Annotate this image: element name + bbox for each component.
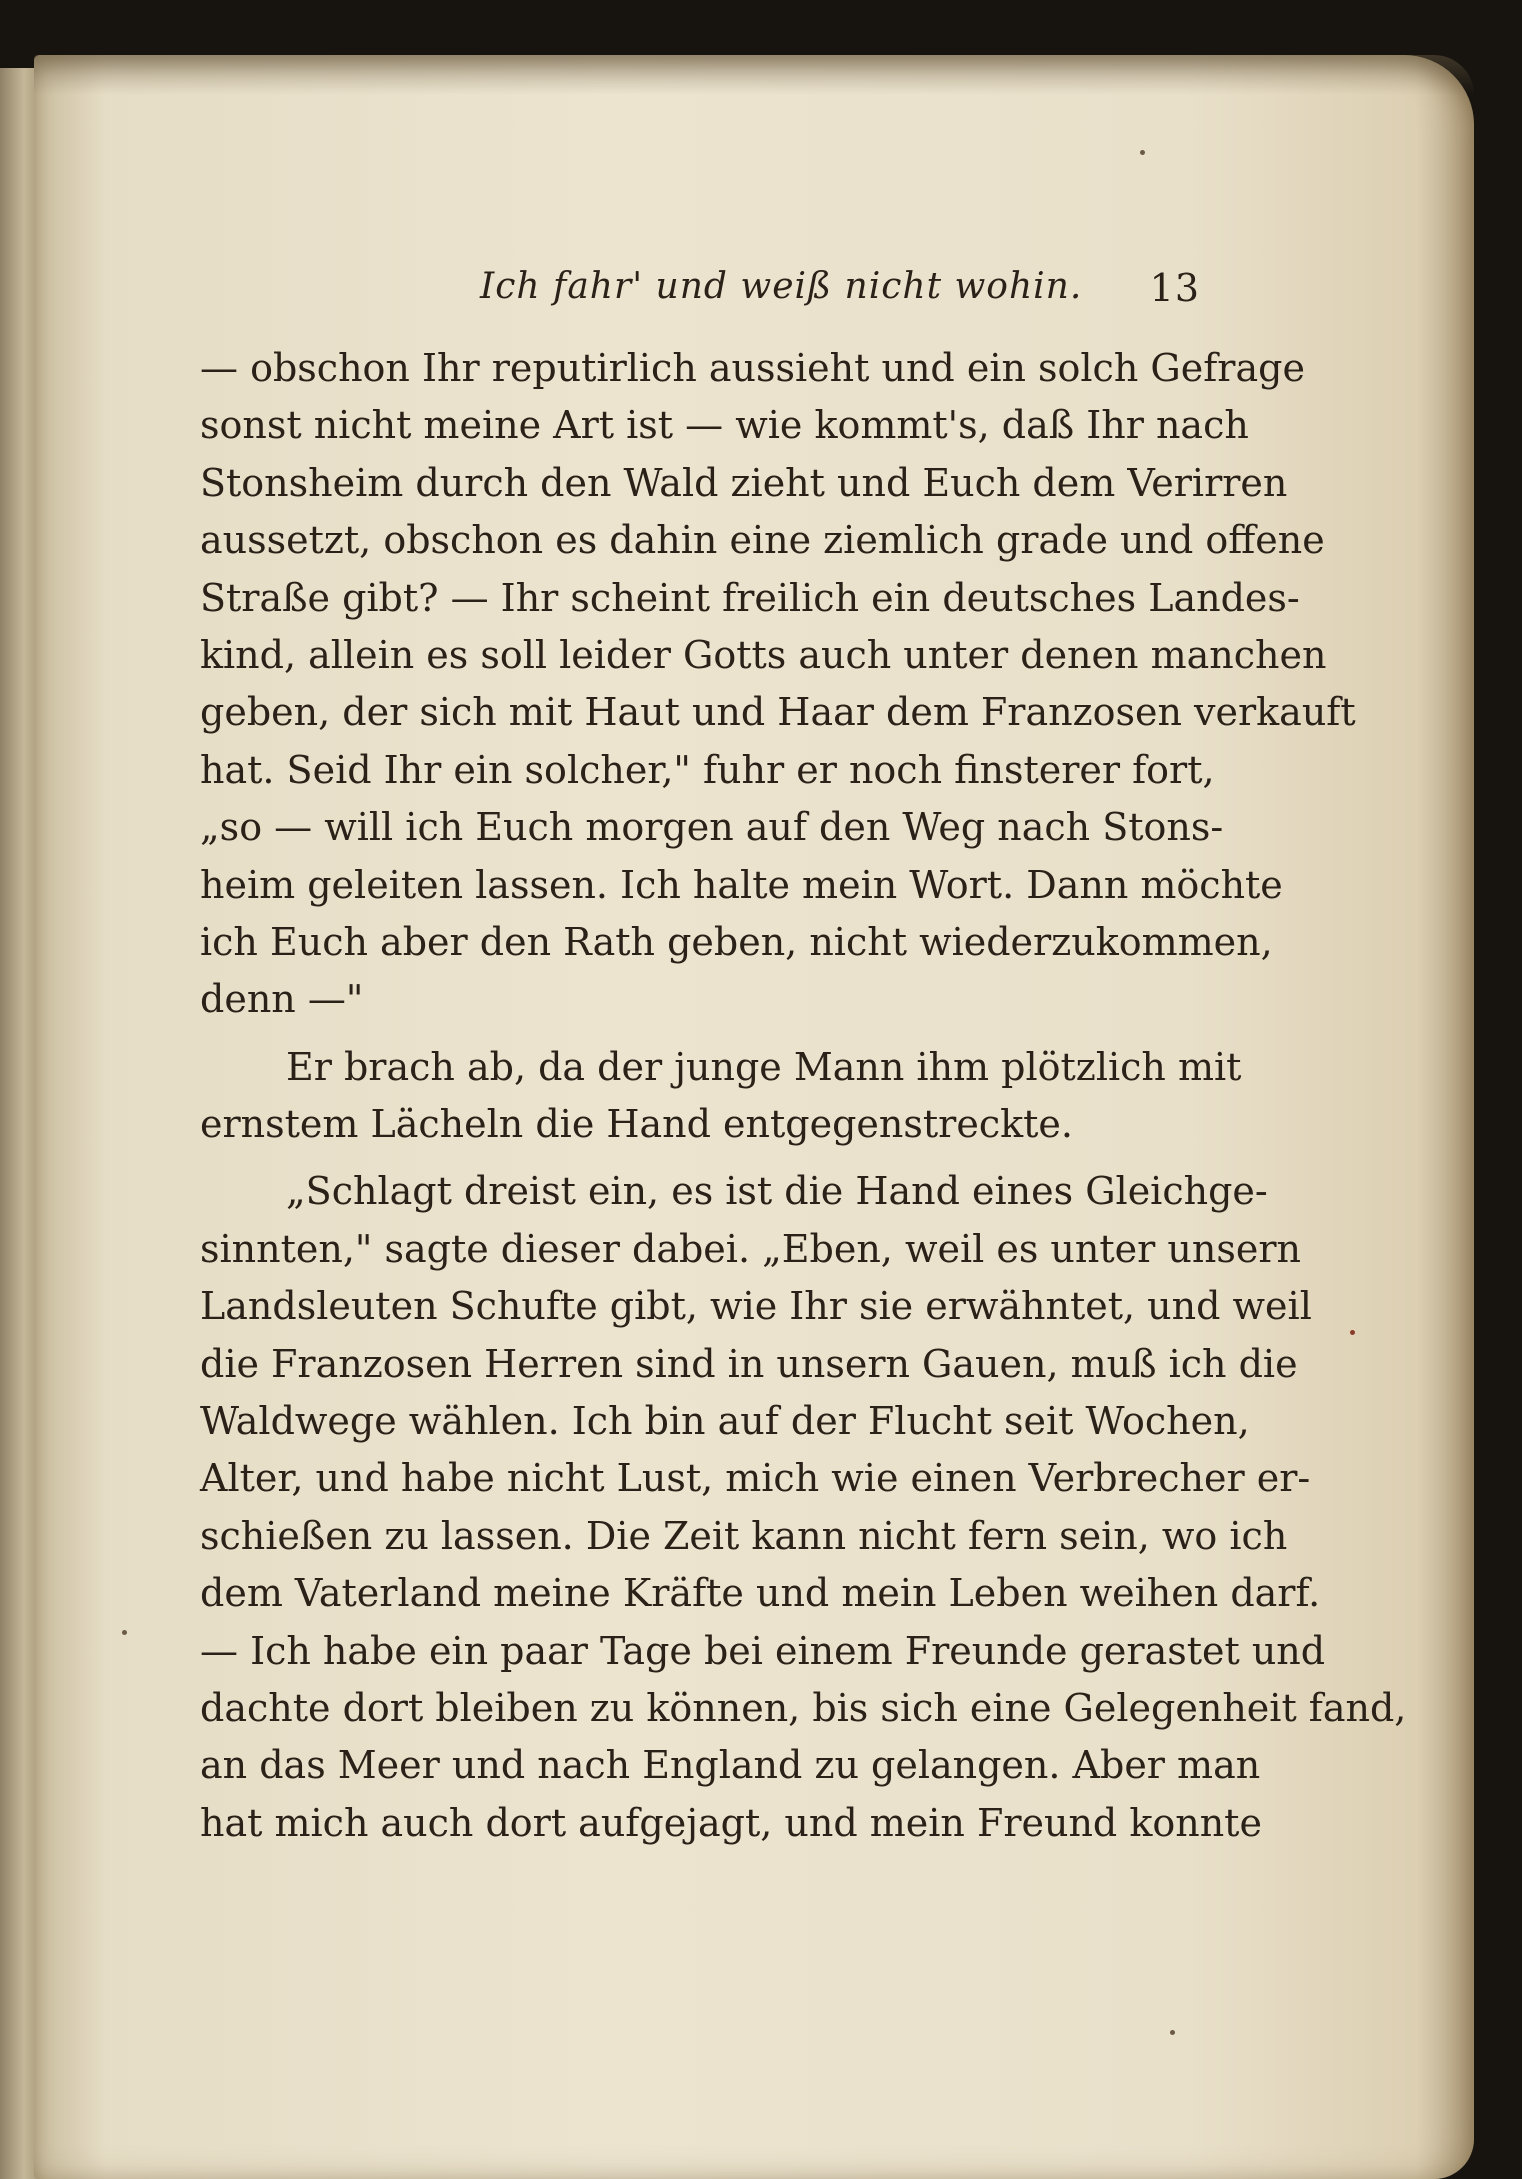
text-line: ernstem Lächeln die Hand entgegenstreckte. <box>200 1102 1073 1147</box>
text-line: an das Meer und nach England zu gelangen. Aber man <box>200 1743 1261 1788</box>
text-line: hat mich auch dort aufgejagt, und mein Freund konnte <box>200 1800 1262 1845</box>
text-line: heim geleiten lassen. Ich halte mein Wort. Dann möchte <box>200 862 1283 907</box>
page-number: 13 <box>1149 266 1200 310</box>
text-line: dem Vaterland meine Kräfte und mein Leben weihen darf. <box>200 1571 1321 1616</box>
body-text <box>200 340 1407 1852</box>
paper-speck <box>1350 1330 1355 1335</box>
text-line: „Schlagt dreist ein, es ist die Hand eines Gleichge- <box>286 1169 1268 1214</box>
page-header <box>440 258 1200 318</box>
paper-speck <box>1140 150 1145 155</box>
running-title: Ich fahr' und weiß nicht wohin. <box>480 266 1083 307</box>
text-line: aussetzt, obschon es dahin eine ziemlich grade und offene <box>200 518 1325 563</box>
text-line: ich Euch aber den Rath geben, nicht wiederzukommen, <box>200 919 1273 964</box>
page-top-stain <box>34 55 1474 95</box>
text-line: schießen zu lassen. Die Zeit kann nicht fern sein, wo ich <box>200 1513 1288 1558</box>
text-line: geben, der sich mit Haut und Haar dem Franzosen verkauft <box>200 690 1356 735</box>
text-line: Er brach ab, da der junge Mann ihm plötzlich mit <box>286 1044 1242 1089</box>
text-line: Alter, und habe nicht Lust, mich wie einen Verbrecher er- <box>200 1456 1311 1501</box>
text-line: sonst nicht meine Art ist — wie kommt's, daß Ihr nach <box>200 403 1249 448</box>
paper-speck <box>1170 2030 1175 2035</box>
text-line: — obschon Ihr reputirlich aussieht und ein solch Gefrage <box>200 346 1305 390</box>
text-line: „so — will ich Euch morgen auf den Weg nach Stons- <box>200 805 1224 850</box>
paper-speck <box>122 1630 127 1635</box>
text-line: Waldwege wählen. Ich bin auf der Flucht seit Wochen, <box>200 1399 1250 1444</box>
text-line: hat. Seid Ihr ein solcher," fuhr er noch finsterer fort, <box>200 747 1215 792</box>
text-line: Straße gibt? — Ihr scheint freilich ein deutsches Landes- <box>200 575 1300 620</box>
text-line: — Ich habe ein paar Tage bei einem Freunde gerastet und <box>200 1628 1326 1673</box>
text-line: sinnten," sagte dieser dabei. „Eben, weil es unter unsern <box>200 1226 1301 1271</box>
text-line: Stonsheim durch den Wald zieht und Euch dem Verirren <box>200 460 1288 505</box>
text-line: die Franzosen Herren sind in unsern Gauen, muß ich die <box>200 1341 1298 1386</box>
text-line: kind, allein es soll leider Gotts auch unter denen manchen <box>200 632 1327 677</box>
text-line: Landsleuten Schufte gibt, wie Ihr sie erwähntet, und weil <box>200 1284 1312 1329</box>
text-line: dachte dort bleiben zu können, bis sich eine Gelegenheit fand, <box>200 1685 1407 1730</box>
text-line: denn —" <box>200 977 364 1022</box>
